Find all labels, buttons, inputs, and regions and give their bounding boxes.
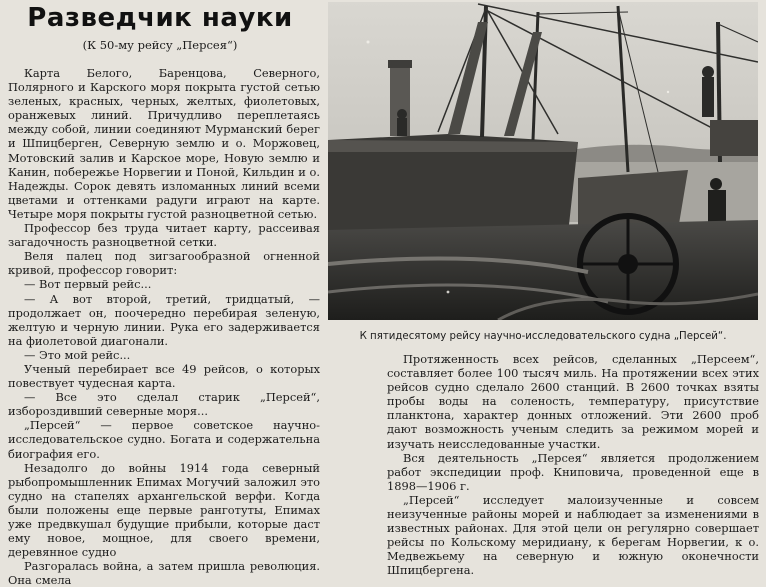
paragraph: — Это мой рейс... <box>24 347 131 362</box>
paragraph: Ученый перебирает все 49 рейсов, о которых повествует чудесная карта. <box>8 361 320 391</box>
paragraph: — Вот первый рейс... <box>24 277 152 292</box>
article-title: Разведчик науки <box>27 3 293 33</box>
paragraph: „Персей“ исследует малоизученные и совсем неизученные районы морей и наблюдает за изменениями в известных районах. Для этой цели он регулярно совершает рейсы по Кольскому меридиану, к берегам Норвегии, к о. Медвежьему на северную и южную оконечности Шпицбергена. <box>387 492 759 578</box>
right-column <box>387 352 759 578</box>
ship-photo <box>328 2 758 320</box>
paragraph: „Персей“ — первое советское научно-исследовательское судно. Богата и содержательна биография его. <box>8 418 320 461</box>
paragraph: Вся деятельность „Персея“ является продолжением работ экспедиции проф. Книповича, проведенной еще в 1898—1906 г. <box>387 450 759 493</box>
paragraph: — Все это сделал старик „Персей“, избороздивший северные моря... <box>8 390 320 419</box>
paragraph: Веля палец под зигзагообразной огненной кривой, профессор говорит: <box>8 249 320 278</box>
paragraph: Протяженность всех рейсов, сделанных „Персеем“, составляет более 100 тысяч миль. На протяжении всех этих рейсов судно сделало 2600 станций. В 2600 точках взяты пробы воды на соленость, температуру, присутствие планктона, характер донных отложений. Эти 2600 проб дают возможность ученым следить за режимом морей и изучать неисследованные участки. <box>387 352 759 451</box>
article-subtitle: (К 50-му рейсу „Персея“) <box>82 38 238 52</box>
left-column <box>8 66 320 587</box>
photo-caption: К пятидесятому рейсу научно-исследовательского судна „Персей“. <box>359 331 727 342</box>
paragraph: Профессор без труда читает карту, рассеивая загадочность разноцветной сетки. <box>8 221 320 250</box>
paragraph: — А вот второй, третий, тридцатый, — продолжает он, поочередно перебирая зеленую, желтую и черную линии. Рука его задерживается на фиолетовой диагонали. <box>8 291 320 348</box>
paragraph: Разгоралась война, а затем пришла революция. Она смела <box>8 559 320 587</box>
paragraph: Карта Белого, Баренцова, Северного, Полярного и Карского моря покрыта густой сетью зеленых, красных, черных, желтых, фиолетовых, оранжевых линий. Причудливо переплетаясь между собой, линии соединяют Мурманский берег и Шпицберген, Северную землю и о. Моржовец, Мотовский залив и Карское море, Новую землю и Канин, побережье Норвегии и Поной, Кильдин и о. Надежды. Сорок девять изломанных линий всеми цветами и оттенками радуги играют на карте. Четыре моря покрыты густой разноцветной сетью. <box>8 66 320 221</box>
paragraph: Незадолго до войны 1914 года северный рыбопромышленник Епимах Могучий заложил это судно на стапелях архангельской верфи. Когда были положены еще первые ранготуты, Епимах уже предвкушал будущие прибыли, которые даст ему новое, мощное, для своего времени, деревянное судно <box>8 460 320 560</box>
